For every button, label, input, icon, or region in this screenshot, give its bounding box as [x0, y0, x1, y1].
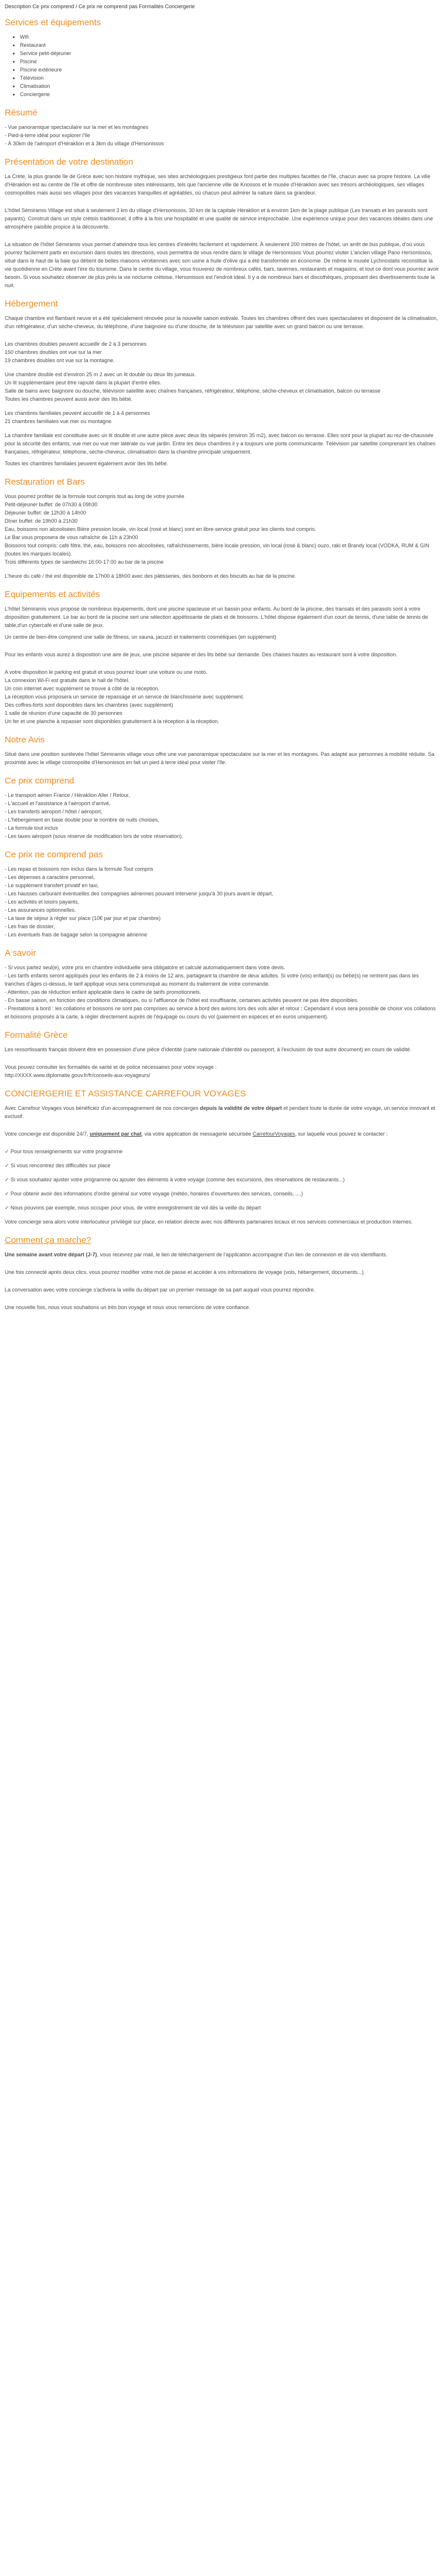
text-line: - La taxe de séjour à régler sur place (10€ par jour et par chambre): [5, 915, 161, 921]
comprend-title: Ce prix comprend: [5, 776, 74, 786]
text-line: Salle de bains avec baignoire ou douche, télévision satellite avec chaînes françaises, réfrigérateur, téléphone, sèche-cheveux et climatisation, balcon ou terrasse: [5, 388, 381, 394]
paragraph: Chaque chambre est flambant neuve et a été spécialement rénovée pour la nouvelle saison estivale. Toutes les chambres offrent des vues spectaculaires et disposent de la climatisation, d'un réfrigérateur, d'un sèche-cheveux, du téléphone, d'une baignoire ou d'une douche, de la télévision par satellite avec un grand balcon ou une terrasse.: [5, 315, 438, 329]
text-line: Toutes les chambres peuvent aussi avoir des lits bébé.: [5, 396, 133, 402]
text-run: , sur laquelle vous pouvez le contacter :: [295, 1131, 388, 1137]
text-line: Un lit supplémentaire peut être rajouté dans la plupart d'entre elles.: [5, 380, 162, 386]
text-line: - Pied-à-terre idéal pour explorer l'île: [5, 132, 90, 138]
comment-section: [5, 1235, 439, 1311]
list-item: • Piscine: [20, 57, 439, 66]
paragraph: [5, 1250, 439, 1259]
check-line: ✓ Si vous rencontrez des difficultés sur place: [5, 1163, 111, 1168]
text-line: Trois différents types de sandwichs 16:00-17:00 au bar de la piscine: [5, 559, 164, 565]
paragraph: La Crète, la plus grande île de Grèce avec son histoire mythique, ses sites archéologiques prestigieux font partie des multiples facettes de l'île, chacun avec sa propre histoire. La ville d'Héraklion est au centre de l'île et offre de nombreuse sites intéressants, tels que l'ancienne ville de Knossos et le musée d'Héraklion avec ses trésors archéologiques, ses villages cosmopolites mais aussi ses villages pour des vacances tranquilles et agréables, où chacun peut admirer la nature dans sa grandeur.: [5, 173, 431, 196]
text-line: - La formule tout inclus: [5, 825, 59, 831]
paragraph: Situé dans une position surélevée l'hôtel Sémiramis village vous offre une vue panoramique spectaculaire sur la mer et les montagnes. Pas adapté aux personnes à mobilité réduite. Sa proximité avec le village cosmopolite d'Hersonissos en fait un pied à terre idéal pour visiter l'île.: [5, 751, 435, 765]
paragraph: Une fois connecté après deux clics, vous pourrez modifier votre mot de passe et accéder à vos informations de voyage (vols, hébergement, documents...).: [5, 1269, 366, 1275]
conciergerie-title: CONCIERGERIE ET ASSISTANCE CARREFOUR VOYAGES: [5, 1089, 246, 1099]
text-line: - Prestations à bord : les collations et boissons ne sont pas comprises au service à bord des avions lors des vols aller et retour ; Cependant il vous sera possible de choisir vos collations et boissons proposés à la carte, à régler directement auprès de l'équipage ou cours du vol (paiement en espèces et en euros uniquement).: [5, 1006, 436, 1020]
text-line: Vous pourrez profiter de la formule tout compris tout au long de votre journée: [5, 493, 185, 499]
check-line: ✓ Nous pouvons par exemple, nous occuper pour vous, de votre enregistrement de vol dès la veille du départ: [5, 1205, 261, 1211]
conciergerie-section: [5, 1089, 439, 1226]
text-line: Une chambre double est d'environ 25 m 2 avec un lit double ou deux lits jumeaux.: [5, 372, 196, 377]
text-run-underlined: CarrefourVoyages: [252, 1131, 295, 1137]
check-line: ✓ Pour obtenir avoir des informations d'ordre général sur votre voyage (météo, horaires d'ouvertures des services, conseils, ....): [5, 1191, 303, 1197]
text-line: - Les dépenses à caractère personnel,: [5, 874, 95, 880]
comment-title: Comment ça marche?: [5, 1235, 91, 1245]
equipements-section: [5, 590, 439, 725]
text-line: - Les taxes aéroport (sous réserve de modification lors de votre réservation).: [5, 833, 183, 839]
text-run-bold: Une semaine avant votre départ (J-7): [5, 1252, 97, 1258]
text-line: - À 30km de l'aéroport d'Héraklion et à 3km du village d'Hersonissos: [5, 141, 164, 146]
text-run: Avec Carrefour Voyages vous bénéficiez d'un accompagnement de nos concierges: [5, 1105, 200, 1111]
text-line: A votre disposition le parking est gratuit et vous pourrez louer une voiture ou une moto.: [5, 669, 207, 675]
text-line: Le Bar vous proposera de vous rafraîchir de 11h à 23h00: [5, 534, 138, 540]
text-line: - Les frais de dossier,: [5, 924, 55, 929]
text-line: Déjeuner buffet: de 12h30 à 14h00: [5, 510, 86, 516]
text-line: - Les transferts aéroport / hôtel / aéroport,: [5, 809, 103, 815]
services-section: [5, 18, 439, 98]
check-line: ✓ Pour tous renseignements sur votre programme: [5, 1149, 123, 1154]
text-line: Eau, boissons non alcoolisées Bière pression locale, vin local (rosé et blanc) sont en libre-service gratuit pour les clients tout compris.: [5, 526, 316, 532]
paragraph: Toutes les chambres familiales peuvent également avoir des lits bébé.: [5, 461, 169, 466]
diplomatie-link[interactable]: http://XXXX.www.diplomatie.gouv.fr/fr/conseils-aux-voyageurs/: [5, 1072, 151, 1078]
text-line: - Les activités et loisirs payants,: [5, 899, 80, 905]
formalite-section: [5, 1030, 439, 1079]
paragraph: Les ressortissants français doivent être en possession d'une pièce d'identité (carte nationale d'identité ou passeport, à l'exclusion de tout autre document) en cours de validité.: [5, 1047, 412, 1052]
paragraph: La situation de l'hôtel Sémiramis vous permet d'atteindre tous les centres d'intérêts facilement et rapidement. À seulement 200 mètres de l'hôtel, un arrêt de bus publique, d'où vous pourrez facilement partir en excursion dans toutes les directions, vous permettra de vous rendre dans le village de Hersonissos Vous pourrez visiter L'ancien village Pano Hersonissos, situé dans le haut de la baie qui détient de belles maisons vénitiennes avec son usine à huile d'olive qui a été transformée en économie. De même le musée Lychnostatis reconstitue la vie quotidienne en Crète avant l'ère du tourisme. Dans le centre du village, vous trouverez de nombreux cafés, bars, tavernes, restaurants et magasins, et tout ce dont vous pourriez avoir besoin. Si vous souhaitez observer de plus près la vie nocturne crétoise, Hersonissos est l'endroit idéal. Il y a de nombreux bars et discothèques, proposant des divertissements toute la nuit.: [5, 241, 439, 288]
paragraph: La chambre familiale est constituée avec un lit double et une autre pièce avec deux lits séparés (environ 35 m2), avec balcon ou terrasse. Elles sont pour la plupart au rez-de-chaussée pour la sécurité des enfants, vue mer ou vue mer latérale ou vue jardin. Entre les deux chambres il y a toujours une porte communicante. Télévision par satellite comprenant les chaînes françaises, réfrigérateur, téléphone, sèche-cheveux, climatisation dans la chambre principale uniquement.: [5, 432, 436, 455]
text-line: - Les éventuels frais de bagage selon la compagnie aérienne: [5, 932, 148, 938]
breadcrumb: Description Ce prix comprend / Ce prix ne comprend pas Formalités Conciergerie: [5, 4, 195, 9]
text-line: - Le supplément transfert privatif en taxi,: [5, 882, 99, 888]
text-line: Boissons tout compris: café filtre, thé, eau, boissons non alcoolisées, rafraîchissements, bière locale pression, vin local (rosé & blanc) ouzo, raki et Brandy local (VODKA, RUM & GIN (toutes les marques locales).: [5, 543, 429, 557]
restauration-title: Restauration et Bars: [5, 477, 85, 487]
text-line: Dîner buffet: de 19h00 à 21h30: [5, 518, 78, 524]
services-title: Services et équipements: [5, 18, 101, 28]
text-line: - Les repas et boissons non inclus dans la formule Tout compris: [5, 866, 153, 872]
list-item: • Wifi: [20, 33, 439, 41]
text-line: 21 chambres familiales vue mer ou montagne: [5, 418, 112, 424]
text-line: - Le transport aérien France / Héraklion Aller / Retour,: [5, 792, 130, 798]
text-run: , via votre application de messagerie sécurisée: [141, 1131, 253, 1137]
presentation-title: Présentation de votre destination: [5, 157, 134, 167]
text-line: Des coffres-forts sont disponibles dans les chambres (avec supplément): [5, 702, 173, 708]
resume-section: [5, 108, 439, 148]
list-item: • Piscine extérieure: [20, 66, 439, 74]
list-item: • Conciergerie: [20, 90, 439, 98]
text-run: et pendant toute la durée de votre voyage, un service innovant et exclusif.: [5, 1105, 435, 1119]
text-line: 19 chambres doubles ont vue sur la montagne.: [5, 357, 115, 363]
paragraph: Votre concierge sera alors votre interlocuteur privilégié sur place, en relation directe avec nos différents partenaires locaux et nos services commerciaux et production internes.: [5, 1219, 413, 1225]
text-line: - Si vous partez seul(e), votre prix en chambre individuelle sera obligatoire et calculé automatiquement dans votre devis.: [5, 965, 285, 970]
presentation-section: [5, 157, 439, 289]
formalite-title: Formalité Grèce: [5, 1030, 68, 1040]
text-line: Un fer et une planche à repasser sont disponibles gratuitement à la réception à la réception.: [5, 718, 220, 724]
text-line: Petit-déjeuner buffet: de 07h30 à 09h30: [5, 502, 98, 507]
paragraph: L'hôtel Sémiramis Village est situé à seulement 3 km du village d'Hersonissos, 30 km de la capitale Héraklion et à environ 1km de la plage publique (Les transats et les parasols sont payants). Construit dans un style crétois traditionnel, il offre à la fois une hospitalité et une qualité de service irréprochable. Une expérience unique pour des vacances idéales dans une atmosphère paisible propice à la découverte.: [5, 207, 433, 230]
paragraph: Une nouvelle fois, nous vous souhaitons un très bon voyage et nous vous remercions de votre confiance.: [5, 1304, 251, 1310]
paragraph: L'heure du café / thé est disponible de 17h00 à 18h00 avec des pâtisseries, des bonbons et des biscuits au bar de la piscine.: [5, 573, 296, 579]
text-line: - En basse saison, en fonction des conditions climatiques, ou si l'affluence de l'hôtel est insuffisante, certaines activités peuvent ne pas être disponibles.: [5, 997, 358, 1003]
necomprend-title: Ce prix ne comprend pas: [5, 850, 103, 860]
hebergement-section: [5, 299, 439, 468]
text-line: - Les assurances optionnelles.: [5, 907, 76, 913]
text-line: Vous pouvez consulter les formalités de santé et de police nécessaires pour votre voyage :: [5, 1064, 217, 1070]
text-line: - L'accueil et l'assistance à l'aéroport d'arrivé,: [5, 800, 111, 806]
text-run-bold: depuis la validité de votre départ: [200, 1105, 282, 1111]
text-line: Les chambres doubles peuvent accueillir de 2 à 3 personnes: [5, 341, 147, 347]
services-list: [5, 33, 439, 98]
text-line: - Attention, pas de réduction enfant applicable dans le cadre de tarifs promotionnels.: [5, 989, 201, 995]
resume-title: Résumé: [5, 108, 37, 118]
paragraph: Un centre de bien-être comprend une salle de fitness, un sauna, jacuzzi et traitements cosmétiques (en supplément): [5, 634, 276, 640]
equipements-title: Equipements et activités: [5, 590, 100, 599]
text-line: Un coin internet avec supplément se trouve à côté de la réception.: [5, 686, 160, 691]
paragraph: L'hôtel Sémiramis vous propose de nombreux équipements, dont une piscine spacieuse et un bassin pour enfants. Au bord de la piscine, des transats et des parasols sont à votre disposition gratuitement. Le bar au bord de la piscine sert une sélection appétissante de plats et de boissons. L'hôtel dispose également d'un court de tennis, d'une table de tennis de table,d'un cybercafé et d'une salle de jeux.: [5, 606, 428, 628]
list-item: • Climatisation: [20, 82, 439, 90]
necomprend-section: [5, 850, 439, 939]
text-line: - Les tarifs enfants seront appliqués pour les enfants de 2 à moins de 12 ans, partageant la chambre de deux adultes. Si votre (vos) enfant(s) ou bébé(s) ne rentrent pas dans les tranches d'âges ci-dessus, le tarif appliqué vous sera communiqué au moment du traitement de votre commande.: [5, 973, 419, 987]
paragraph: La conversation avec votre concierge s'activera la veille du départ par un premier message de sa part auquel vous pourrez répondre.: [5, 1287, 316, 1293]
list-item: • Service petit-déjeuner: [20, 49, 439, 57]
avis-section: [5, 735, 439, 766]
text-line: La réception vous proposera un service de repassage et un service de blanchisserie avec supplément.: [5, 694, 244, 700]
list-item: • Restaurant: [20, 41, 439, 49]
text-run: Votre concierge est disponible 24/7,: [5, 1131, 90, 1137]
text-line: La connexion Wi-Fi est gratuite dans le hall de l'hôtel.: [5, 677, 129, 683]
text-run-bold: uniquement par chat: [90, 1131, 142, 1137]
comprend-section: [5, 776, 439, 840]
text-line: Les chambres familiales peuvent accueillir de 1 à 4 personnes: [5, 410, 151, 416]
restauration-section: [5, 477, 439, 580]
paragraph: [5, 1130, 439, 1138]
text-line: - L'hébergement en base double pour le nombre de nuits choisies,: [5, 817, 159, 823]
asavoir-section: [5, 948, 439, 1021]
text-line: 150 chambres doubles ont vue sur la mer: [5, 349, 102, 355]
asavoir-title: A savoir: [5, 948, 36, 958]
paragraph: [5, 1104, 439, 1120]
text-line: - Vue panoramique spectaculaire sur la mer et les montagnes: [5, 124, 149, 130]
paragraph: Pour les enfants vous aurez à disposition une aire de jeux, une piscine séparée et des lits bébé sur demande. Des chaises hautes au restaurant sont à votre disposition.: [5, 652, 398, 657]
avis-title: Notre Avis: [5, 735, 45, 745]
text-line: - Les hausses carburant éventuelles des compagnies aériennes pouvant intervenir jusqu'à 30 jours avant le départ,: [5, 891, 274, 897]
list-item: • Télévision: [20, 74, 439, 82]
check-line: ✓ Si vous souhaitez ajuster votre programme ou ajouter des éléments à votre voyage (comme des excursions, des réservations de restaurants...): [5, 1177, 345, 1183]
hebergement-title: Hébergement: [5, 299, 58, 309]
text-line: 1 salle de réunion d'une capacité de 30 personnes: [5, 710, 122, 716]
text-run: , vous recevrez par mail, le lien de téléchargement de l'application accompagné d'un lien de connexion et de vos identifiants.: [97, 1252, 388, 1258]
